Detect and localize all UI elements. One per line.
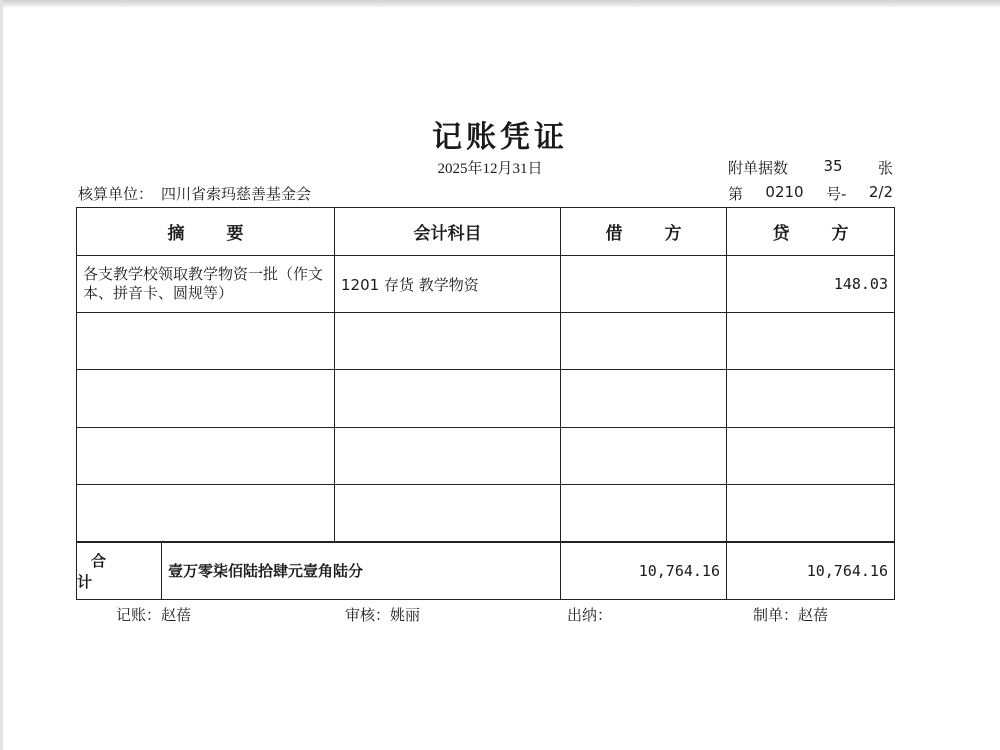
reviewer-name: 姚丽 — [390, 606, 421, 624]
row-summary — [77, 313, 335, 370]
voucher-number-suffix: 号- — [826, 185, 847, 203]
row-credit: 148.03 — [727, 256, 895, 313]
bookkeeper-name: 赵蓓 — [161, 606, 192, 624]
row-summary: 各支教学校领取教学物资一批（作文本、拼音卡、圆规等） — [77, 256, 335, 313]
total-row — [77, 542, 895, 600]
table-row — [77, 370, 895, 427]
reviewer-label: 审核： — [345, 606, 391, 624]
table-row — [77, 256, 895, 313]
row-subject — [335, 484, 561, 542]
total-credit: 10,764.16 — [727, 542, 895, 600]
row-subject — [335, 313, 561, 370]
signature-reviewer — [345, 604, 420, 625]
table-header-row — [77, 208, 895, 256]
signature-cashier — [567, 604, 612, 625]
row-debit — [561, 256, 727, 313]
total-debit: 10,764.16 — [561, 542, 727, 600]
header-subject: 会计科目 — [335, 208, 561, 256]
accounting-unit — [78, 183, 311, 204]
voucher-number-prefix: 第 — [728, 185, 744, 203]
row-credit — [727, 427, 895, 484]
bookkeeper-label: 记账： — [116, 606, 162, 624]
accounting-unit-label: 核算单位： — [78, 185, 154, 203]
total-amount-words: 壹万零柒佰陆拾肆元壹角陆分 — [168, 562, 364, 581]
row-credit — [727, 484, 895, 542]
attachment-unit: 张 — [877, 159, 893, 177]
attachment-value: 35 — [823, 157, 843, 175]
table-row — [77, 484, 895, 542]
table-row — [77, 427, 895, 484]
voucher-number-value: 0210 — [765, 183, 804, 201]
row-credit — [727, 370, 895, 427]
preparer-name: 赵蓓 — [798, 606, 829, 624]
voucher-date: 2025年12月31日 — [437, 161, 543, 177]
header-summary: 摘 要 — [77, 208, 335, 256]
signature-bookkeeper — [116, 604, 191, 625]
row-summary — [77, 484, 335, 542]
row-subject — [335, 370, 561, 427]
row-debit — [561, 313, 727, 370]
voucher-number-page: 2/2 — [868, 183, 893, 201]
voucher-table — [76, 207, 895, 600]
header-debit: 借 方 — [561, 208, 727, 256]
preparer-label: 制单： — [753, 606, 799, 624]
total-label: 合 计 — [77, 543, 162, 599]
row-summary — [77, 427, 335, 484]
scan-edge-top — [0, 0, 1000, 7]
accounting-unit-value: 四川省索玛慈善基金会 — [161, 185, 312, 203]
row-subject — [335, 427, 561, 484]
row-debit — [561, 370, 727, 427]
row-credit — [727, 313, 895, 370]
table-row — [77, 313, 895, 370]
row-summary — [77, 370, 335, 427]
attachment-count — [728, 157, 893, 178]
total-label-cell — [77, 542, 561, 600]
row-debit — [561, 484, 727, 542]
signature-preparer — [753, 604, 828, 625]
voucher-number — [728, 183, 893, 204]
voucher-title: 记账凭证 — [432, 120, 568, 155]
cashier-label: 出纳： — [567, 606, 613, 624]
row-subject: 1201 存货 教学物资 — [335, 256, 561, 313]
header-credit: 贷 方 — [727, 208, 895, 256]
attachment-label: 附单据数 — [728, 159, 789, 177]
row-debit — [561, 427, 727, 484]
